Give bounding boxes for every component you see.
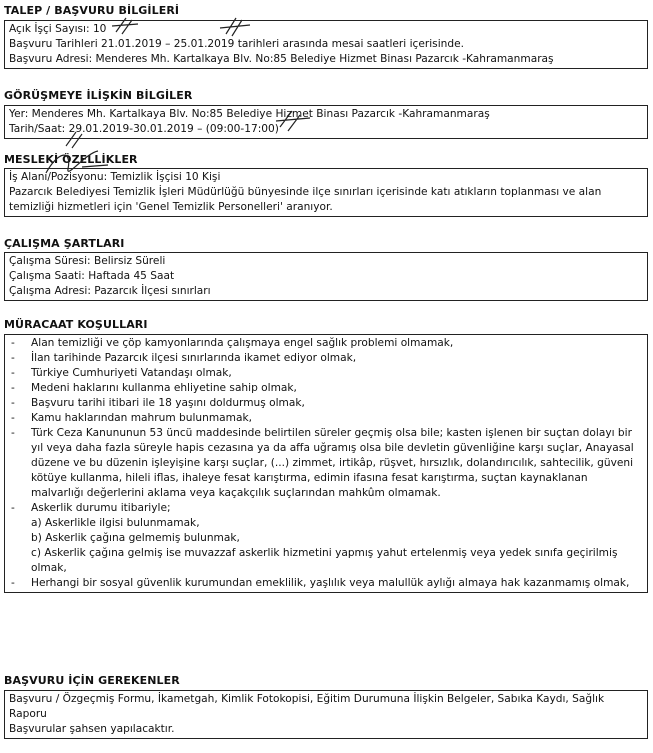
required-documents: Başvuru / Özgeçmiş Formu, İkametgah, Kimlik Fotokopisi, Eğitim Durumuna İlişkin Belgeler, Sabıka Kaydı, Sağlık Raporu	[9, 693, 605, 720]
section-heading-gerekenler: BAŞVURU İÇİN GEREKENLER	[4, 674, 180, 687]
job-description: Pazarcık Belediyesi Temizlik İşleri Müdürlüğü bünyesinde ilçe sınırları içerisinde katı atıkların toplanması ve alan temizliği hizmetleri için 'Genel Temizlik Personelleri' aranıyor.	[9, 186, 602, 213]
section-box-muracaat	[4, 334, 648, 593]
open-positions-line: Açık İşçi Sayısı: 10	[9, 23, 107, 35]
section-box-mesleki	[4, 168, 648, 217]
conditions-list	[9, 336, 643, 591]
condition-item: - Türkiye Cumhuriyeti Vatandaşı olmak,	[11, 367, 232, 379]
section-box-gorusme	[4, 105, 648, 139]
section-box-gerekenler	[4, 690, 648, 739]
section-heading-talep: TALEP / BAŞVURU BİLGİLERİ	[4, 4, 180, 17]
section-heading-gorusme: GÖRÜŞMEYE İLİŞKİN BİLGİLER	[4, 89, 193, 102]
condition-item: - Kamu haklarından mahrum bulunmamak,	[11, 412, 252, 424]
condition-item: - İlan tarihinde Pazarcık ilçesi sınırlarında ikamet ediyor olmak,	[11, 352, 357, 364]
section-box-talep	[4, 20, 648, 69]
military-sub-list	[31, 516, 643, 576]
position-line: İş Alanı/Pozisyonu: Temizlik İşçisi 10 Kişi	[9, 171, 221, 183]
condition-item-military: - Askerlik durumu itibariyle; a) Askerlikle ilgisi bulunmamak, b) Askerlik çağına gelmemiş bulunmak, c) Askerlik çağına gelmiş ise muvazzaf askerlik hizmetini yapmış yahut ertelenmiş veya yedek sınıfa geçirilmiş olmak,	[9, 501, 643, 576]
condition-item-criminal-record: - Türk Ceza Kanununun 53 üncü maddesinde belirtilen süreler geçmiş olsa bile; kasten işlenen bir suçtan dolayı bir yıl veya daha fazla süreyle hapis cezasına ya da affa uğramış olsa bile devletin güvenliğine karşı suçlar, Anayasal düzene ve bu düzenin işleyişine karşı suçlar, (...) zimmet, irtikâp, rüşvet, hırsızlık, dolandırıcılık, sahtecilik, güveni kötüye kullanma, hileli iflas, ihaleye fesat karıştırma, edimin ifasına fesat karıştırma, suçtan kaynaklanan malvarlığı değerlerini aklama veya kaçakçılık suçlarından mahkûm olmamak.	[11, 427, 634, 499]
military-sub-item: c) Askerlik çağına gelmiş ise muvazzaf askerlik hizmetini yapmış yahut ertelenmiş veya yedek sınıfa geçirilmiş olmak,	[31, 547, 618, 574]
condition-item: - Alan temizliği ve çöp kamyonlarında çalışmaya engel sağlık problemi olmamak,	[11, 337, 454, 349]
section-heading-mesleki: MESLEKİ ÖZELLİKLER	[4, 153, 138, 166]
work-hours-line: Çalışma Saati: Haftada 45 Saat	[9, 270, 175, 282]
application-address-line: Başvuru Adresi: Menderes Mh. Kartalkaya Blv. No:85 Belediye Hizmet Binası Pazarcık -Kahramanmaraş	[9, 53, 554, 65]
work-address-line: Çalışma Adresi: Pazarcık İlçesi sınırları	[9, 285, 211, 297]
work-duration-line: Çalışma Süresi: Belirsiz Süreli	[9, 255, 166, 267]
military-sub-item: b) Askerlik çağına gelmemiş bulunmak,	[31, 532, 240, 544]
interview-place-line: Yer: Menderes Mh. Kartalkaya Blv. No:85 Belediye Hizmet Binası Pazarcık -Kahramanmaraş	[9, 108, 490, 120]
in-person-note: Başvurular şahsen yapılacaktır.	[9, 723, 175, 735]
condition-item: - Medeni haklarını kullanma ehliyetine sahip olmak,	[11, 382, 297, 394]
condition-item: - Başvuru tarihi itibari ile 18 yaşını doldurmuş olmak,	[11, 397, 305, 409]
application-dates-line: Başvuru Tarihleri 21.01.2019 – 25.01.2019 tarihleri arasında mesai saatleri içerisinde.	[9, 38, 464, 50]
military-sub-item: a) Askerlikle ilgisi bulunmamak,	[31, 517, 200, 529]
section-heading-muracaat: MÜRACAAT KOŞULLARI	[4, 318, 148, 331]
section-box-calisma	[4, 252, 648, 301]
condition-item-pension: - Herhangi bir sosyal güvenlik kurumundan emeklilik, yaşlılık veya malullük aylığı almaya hak kazanmamış olmak,	[11, 577, 630, 589]
section-heading-calisma: ÇALIŞMA ŞARTLARI	[4, 237, 125, 250]
interview-datetime-line: Tarih/Saat: 29.01.2019-30.01.2019 – (09:00-17:00)	[9, 123, 279, 135]
